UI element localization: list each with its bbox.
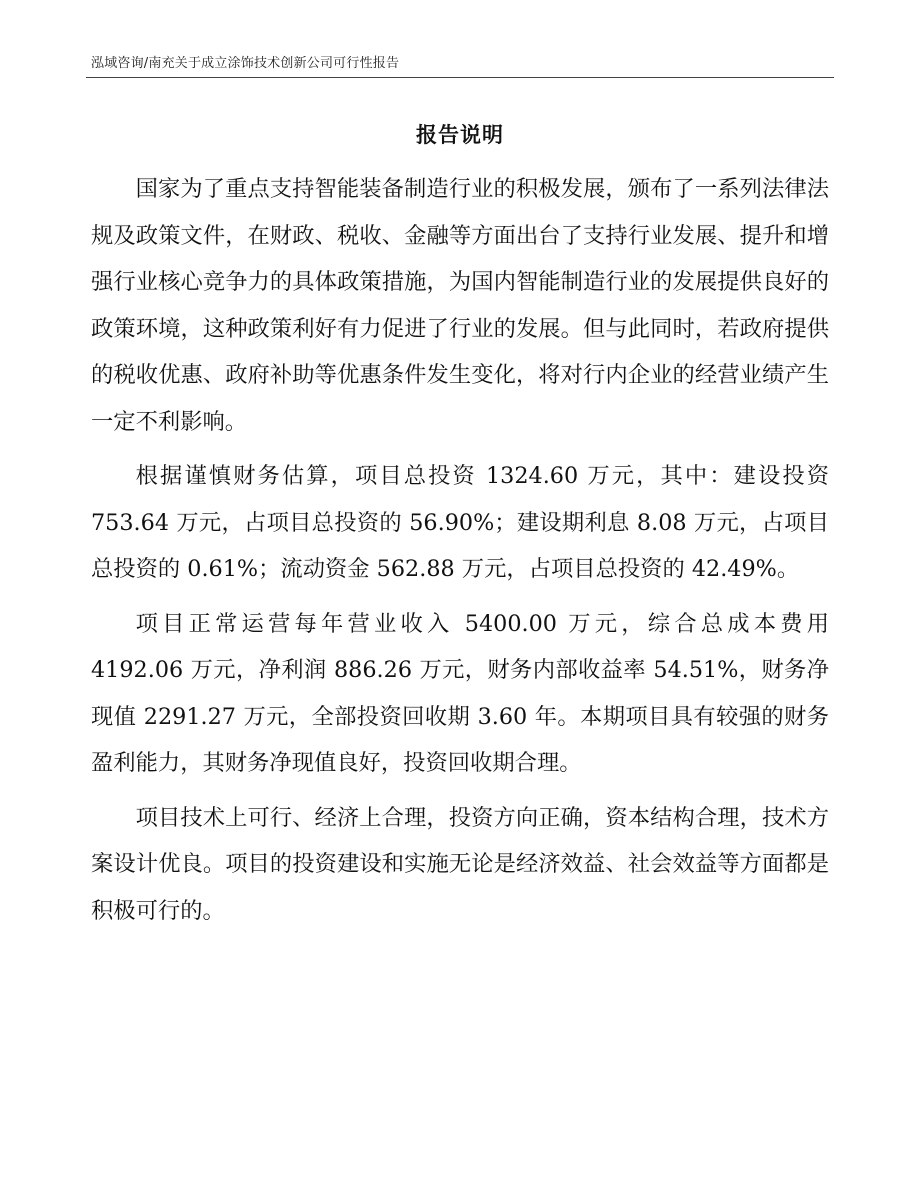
section-title: 报告说明	[416, 123, 504, 147]
paragraph-financials: 项目正常运营每年营业收入 5400.00 万元，综合总成本费用 4192.06 万元，净利润 886.26 万元，财务内部收益率 54.51%，财务净现值 2291.27 万元，全部投资回收期 3.60 年。本期项目具有较强的财务盈利能力，其财务净现值良好，投资回收期合理。	[91, 610, 829, 776]
report-body	[91, 166, 829, 942]
paragraph-conclusion: 项目技术上可行、经济上合理，投资方向正确，资本结构合理，技术方案设计优良。项目的投资建设和实施无论是经济效益、社会效益等方面都是积极可行的。	[91, 804, 829, 924]
paragraph-policy: 国家为了重点支持智能装备制造行业的积极发展，颁布了一系列法律法规及政策文件，在财政、税收、金融等方面出台了支持行业发展、提升和增强行业核心竞争力的具体政策措施，为国内智能制造行业的发展提供良好的政策环境，这种政策利好有力促进了行业的发展。但与此同时，若政府提供的税收优惠、政府补助等优惠条件发生变化，将对行内企业的经营业绩产生一定不利影响。	[91, 176, 829, 435]
paragraph-investment: 根据谨慎财务估算，项目总投资 1324.60 万元，其中：建设投资 753.64 万元，占项目总投资的 56.90%；建设期利息 8.08 万元，占项目总投资的 0.61%；流动资金 562.88 万元，占项目总投资的 42.49%。	[91, 463, 829, 582]
running-header: 泓域咨询/南充关于成立涂饰技术创新公司可行性报告	[91, 56, 400, 71]
header-divider	[86, 77, 834, 78]
